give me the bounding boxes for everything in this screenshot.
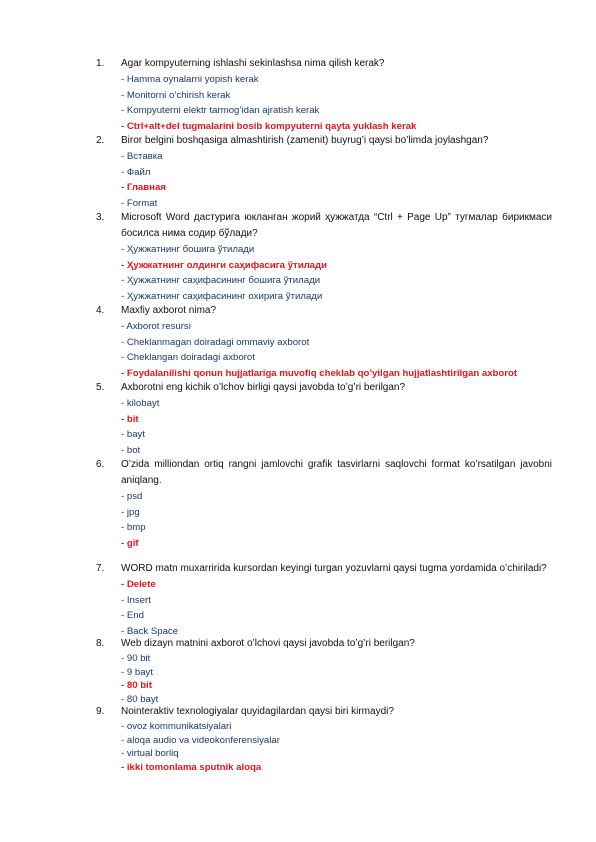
answer-option: - 80 bayt (121, 693, 159, 705)
correct-answer-option: - Foydalanilishi qonun hujjatlariga muvofiq cheklab qo’yilgan hujjatlashtirilgan axborot (121, 367, 518, 379)
answer-option: - 9 bayt (121, 666, 153, 678)
answer-option: - Вставка (121, 151, 163, 162)
correct-answer-option: - ikki tomonlama sputnik aloqa (121, 761, 262, 773)
answer-option: - Back Space (121, 625, 179, 637)
correct-answer-option: - Delete (121, 579, 156, 590)
answer-option: - Cheklanmagan doiradagi ommaviy axborot (121, 336, 310, 348)
correct-answer-option: - bit (121, 413, 139, 425)
answer-option: - Hamma oynalarni yopish kerak (121, 74, 259, 85)
answer-option: - Axborot resursi (121, 321, 191, 332)
question-4 (96, 303, 552, 381)
answer-option: - ovoz kommunikatsiyalari (121, 721, 232, 732)
correct-answer-option: - gif (121, 537, 139, 549)
question-7 (96, 561, 552, 639)
answer-option: - End (121, 610, 144, 621)
answer-option: - Insert (121, 594, 151, 606)
question-number: 1. (96, 58, 105, 69)
question-number: 7. (96, 563, 105, 574)
question-number: 8. (96, 638, 105, 649)
question-number: 2. (96, 135, 105, 146)
question-text: WORD matn muxarririda kursordan keyingi turgan yozuvlarni qaysi tugma yordamida o’chiriladi? (121, 563, 547, 574)
correct-answer-option: - Ctrl+alt+del tugmalarini bosib kompyuterni qayta yuklash kerak (121, 120, 417, 132)
question-9 (96, 704, 552, 774)
question-text: Biror belgini boshqasiga almashtirish (zamenit) buyrug’i qaysi bo’limda joylashgan? (121, 135, 489, 146)
question-text: Web dizayn matnini axborot o’lchovi qaysi javobda to’g’ri berilgan? (121, 638, 415, 649)
correct-answer-option: - 80 bit (121, 680, 152, 691)
answer-option: - 90 bit (121, 653, 151, 664)
question-number: 6. (96, 459, 105, 470)
answer-option: - aloqa audio va videokonferensiyalar (121, 734, 280, 746)
question-text: O’zida milliondan ortiq rangni jamlovchi grafik tasvirlarni saqlovchi format ko’rsatilgan javobni aniqlang. (121, 459, 552, 486)
answer-option: - Ҳужжатнинг саҳифасининг бошига ўтилади (121, 275, 321, 286)
correct-answer-option: - Главная (121, 182, 166, 193)
answer-option: - Ҳужжатнинг бошига ўтилади (121, 244, 255, 255)
answer-option: - Ҳужжатнинг саҳифасининг охирига ўтилади (121, 290, 323, 302)
answer-option: - bayt (121, 429, 145, 440)
answer-option: - bmp (121, 522, 146, 533)
answer-option: - Monitorni o’chirish kerak (121, 89, 231, 101)
answer-option: - Format (121, 197, 158, 209)
question-number: 3. (96, 212, 105, 223)
answer-option: - kilobayt (121, 398, 160, 409)
question-number: 5. (96, 382, 105, 393)
correct-answer-option: - Ҳужжатнинг олдинги саҳифасига ўтилади (121, 259, 328, 271)
answer-option: - Kompyuterni elektr tarmog’idan ajratish kerak (121, 105, 320, 116)
question-text: Agar kompyuterning ishlashi sekinlashsa nima qilish kerak? (121, 58, 385, 69)
answer-option: - virtual borliq (121, 748, 179, 759)
question-8 (96, 636, 552, 706)
question-text: Maxfiy axborot nima? (121, 305, 217, 316)
question-6 (96, 457, 552, 551)
answer-option: - Файл (121, 166, 151, 178)
answer-option: - jpg (121, 506, 140, 518)
question-text: Axborotni eng kichik o’lchov birligi qaysi javobda to’g’ri berilgan? (121, 382, 406, 393)
question-text: Nointeraktiv texnologiyalar quyidagilardan qaysi biri kirmaydi? (121, 706, 394, 717)
question-5 (96, 380, 552, 458)
answer-option: - Cheklangan doiradagi axborot (121, 352, 255, 363)
question-text: Microsoft Word дастурига юкланган жорий ҳужжатда “Ctrl + Page Up” тугмалар бирикмаси босилса нима содир бўлади? (121, 212, 552, 239)
answer-option: - bot (121, 444, 141, 456)
question-1 (96, 56, 552, 134)
question-3 (96, 210, 552, 304)
question-number: 9. (96, 706, 105, 717)
question-number: 4. (96, 305, 105, 316)
answer-option: - psd (121, 491, 143, 502)
question-2 (96, 133, 552, 211)
